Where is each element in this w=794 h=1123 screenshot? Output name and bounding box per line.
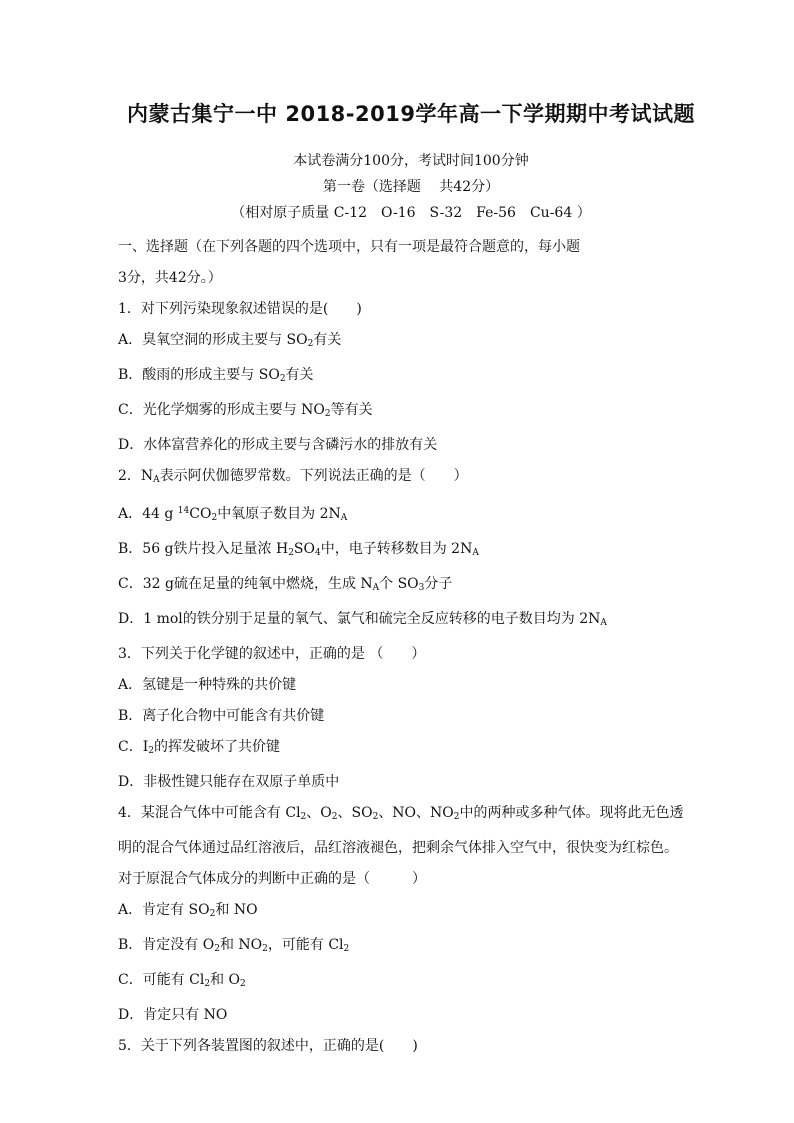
q2-stem: 2．$N_A$表示阿伏伽德罗常数。下列说法正确的是（ ） <box>118 468 468 485</box>
q1-option-a: A．臭氧空洞的形成主要与 $SO_2$有关 <box>118 332 342 349</box>
q2-option-c: C．32 g硫在足量的纯氧中燃烧，生成 $N_A$个 $SO_3$分子 <box>118 576 453 593</box>
atomic-masses: （相对原子质量 C-12 O-16 S-32 Fe-56 Cu-64 ） <box>231 205 591 221</box>
q2-option-a: A．44 g $^{14}CO_2$中氧原子数目为 $2N_A$ <box>118 506 348 523</box>
q1-option-b: B．酸雨的形成主要与 $SO_2$有关 <box>118 367 314 384</box>
q2-option-d: D．1 mol的铁分别于足量的氧气、氯气和硫完全反应转移的电子数目均为 $2N_A$ <box>118 611 607 628</box>
q3-stem: 3．下列关于化学键的叙述中，正确的是 （ ） <box>118 646 426 662</box>
exam-info: 本试卷满分100分，考试时间100分钟 <box>293 153 529 169</box>
q4-stem-line2: 明的混合气体通过品红溶液后，品红溶液褪色，把剩余气体排入空气中，很快变为红棕色。 <box>118 840 678 856</box>
q4-option-c: C．可能有 $Cl_2$和 $O_2$ <box>118 972 246 989</box>
q1-stem: 1．对下列污染现象叙述错误的是( ) <box>118 301 362 317</box>
q3-option-a: A．氢键是一种特殊的共价键 <box>118 677 297 693</box>
section-instructions-line1: 一、选择题（在下列各题的四个选项中，只有一项是最符合题意的，每小题 <box>118 239 580 255</box>
q5-stem: 5．关于下列各装置图的叙述中，正确的是( ) <box>118 1038 418 1054</box>
q4-option-d: D．肯定只有 NO <box>118 1007 228 1023</box>
q4-stem-line1: 4．某混合气体中可能含有 $Cl_2$、$O_2$、$SO_2$、NO、$NO_2$中的两种或多种气体。现将此无色透 <box>118 805 684 822</box>
q3-option-c: C．$I_2$的挥发破坏了共价键 <box>118 739 280 756</box>
q4-option-b: B．肯定没有 $O_2$和 $NO_2$，可能有 $Cl_2$ <box>118 937 350 954</box>
exam-title: 内蒙古集宁一中 2018-2019学年高一下学期期中考试试题 <box>127 102 695 126</box>
part-heading: 第一卷（选择题 共42分） <box>322 179 500 195</box>
q4-stem-line3: 对于原混合气体成分的判断中正确的是（ ） <box>118 871 426 887</box>
section-instructions-line2: 3分，共42分。） <box>118 270 222 286</box>
q1-option-d: D．水体富营养化的形成主要与含磷污水的排放有关 <box>118 437 438 453</box>
q2-option-b: B．56 g铁片投入足量浓 $H_2SO_4$中，电子转移数目为 $2N_A$ <box>118 541 479 558</box>
q1-option-c: C．光化学烟雾的形成主要与 $NO_2$等有关 <box>118 402 373 419</box>
q3-option-b: B．离子化合物中可能含有共价键 <box>118 708 325 724</box>
q4-option-a: A．肯定有 $SO_2$和 NO <box>118 902 258 919</box>
q3-option-d: D．非极性键只能存在双原子单质中 <box>118 774 340 790</box>
